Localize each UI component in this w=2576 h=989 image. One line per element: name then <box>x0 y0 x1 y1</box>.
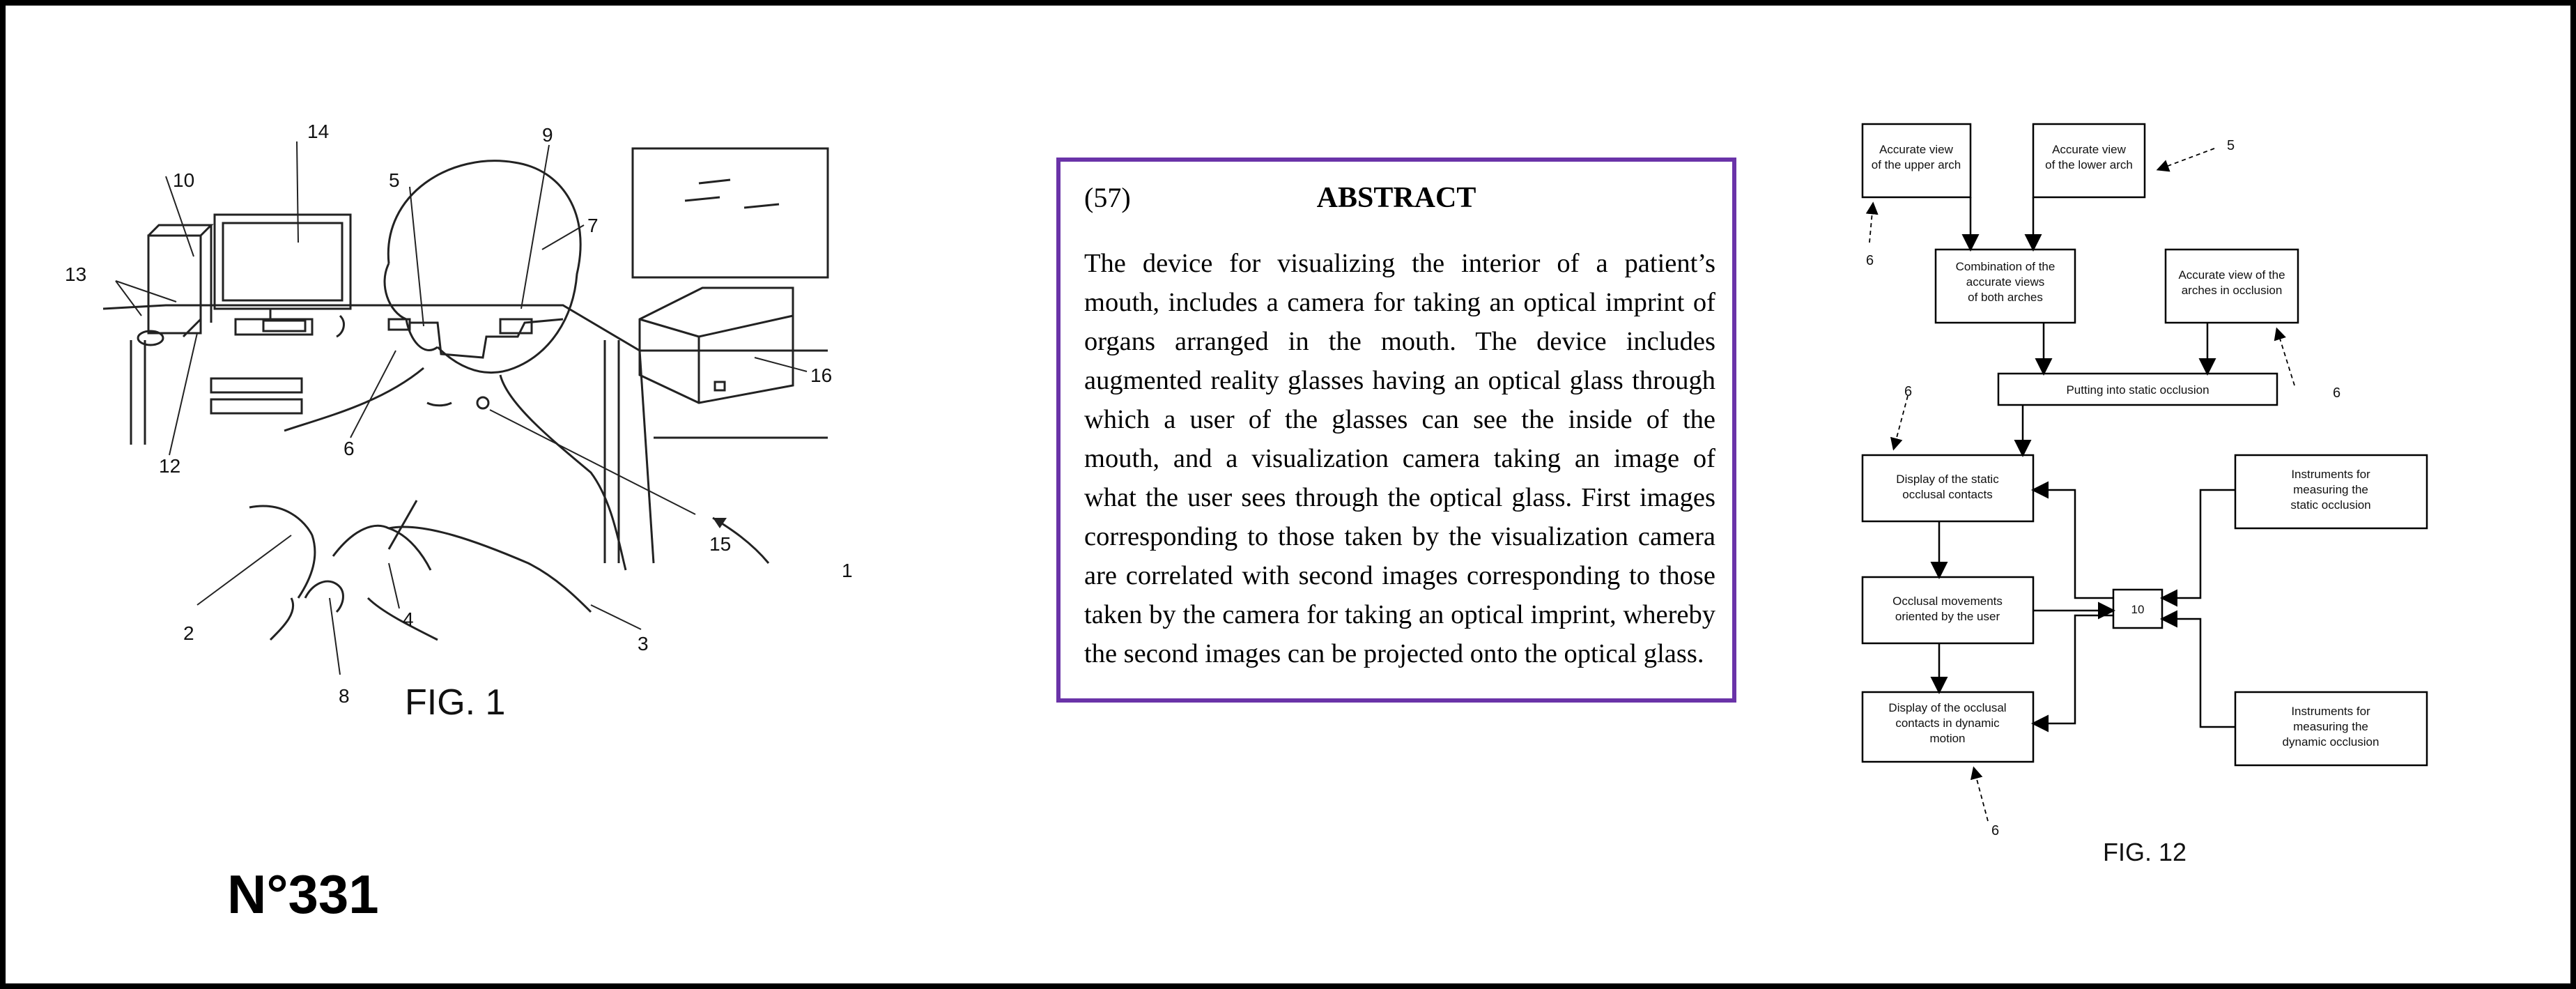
fig12-ref-6-dynamic: 6 <box>1991 823 2000 838</box>
svg-text:10: 10 <box>2131 603 2145 616</box>
fig1-label-4: 4 <box>403 608 414 630</box>
svg-text:Combination of theaccurate vie: Combination of the accurate views of both arches <box>1955 260 2056 304</box>
fig1-label-9: 9 <box>542 124 553 146</box>
svg-text:Instruments formeasuring thedy: Instruments for measuring the dynamic occlusion <box>2282 705 2380 749</box>
svg-text:Putting into static occlusion: Putting into static occlusion <box>2066 383 2209 397</box>
fig12-flowchart <box>1831 110 2430 877</box>
svg-text:Occlusal movementsoriented by: Occlusal movements oriented by the user <box>1892 595 2003 623</box>
fig1-label-1: 1 <box>842 560 853 581</box>
abstract-text: The device for visualizing the interior of a patient’s mouth, includes a camera for taking an optical imprint of organs arranged in the mouth. The device includes augmented reality glasses having an optical glass through which a user of the glasses can see the inside of the mouth, and a visualization camera taking an image of what the user sees through the optical glass. First images corresponding to those taken by the visualization camera are correlated with second images corresponding to those taken by the camera for taking an optical imprint, whereby the second images can be projected onto the optical glass. <box>1084 249 1715 668</box>
fig1-label-13: 13 <box>65 263 87 285</box>
svg-text:Accurate viewof the lower arch: Accurate view of the lower arch <box>2045 143 2133 171</box>
fig12-ref-6-upper: 6 <box>1866 253 1874 268</box>
fig1-label-16: 16 <box>810 365 833 386</box>
fig1-label-12: 12 <box>159 455 181 477</box>
svg-text:Display of the occlusalcontact: Display of the occlusal contacts in dynamic motion <box>1888 701 2007 745</box>
svg-text:Accurate view of thearches in: Accurate view of the arches in occlusion <box>2178 268 2285 297</box>
fig1-label-2: 2 <box>183 622 194 644</box>
svg-text:Display of the staticocclusal: Display of the static occlusal contacts <box>1896 473 1999 501</box>
fig1-label-7: 7 <box>587 215 599 236</box>
fig1-label-8: 8 <box>339 685 350 707</box>
fig1-label-6: 6 <box>344 438 355 459</box>
page-number: N°331 <box>227 864 379 925</box>
fig1-label-3: 3 <box>638 633 649 654</box>
fig1-label-5: 5 <box>389 169 400 191</box>
fig1-label-10: 10 <box>173 169 195 191</box>
abstract-number: (57) <box>1084 182 1131 213</box>
fig1-label-15: 15 <box>709 533 732 555</box>
abstract-box <box>1056 158 1736 703</box>
fig1-caption: FIG. 1 <box>405 682 506 723</box>
svg-text:Accurate viewof the upper arch: Accurate view of the upper arch <box>1871 143 1961 171</box>
fig12-ref-5: 5 <box>2227 138 2235 153</box>
fig1-label-14: 14 <box>307 121 330 142</box>
fig12-ref-6-display: 6 <box>1904 384 1913 399</box>
abstract-title: ABSTRACT <box>1316 182 1476 214</box>
fig12-caption: FIG. 12 <box>2103 838 2187 866</box>
svg-text:Instruments formeasuring thest: Instruments for measuring the static occlusion <box>2290 468 2371 512</box>
fig12-ref-6-occlusion: 6 <box>2333 385 2341 401</box>
fig1-illustration <box>61 110 863 751</box>
